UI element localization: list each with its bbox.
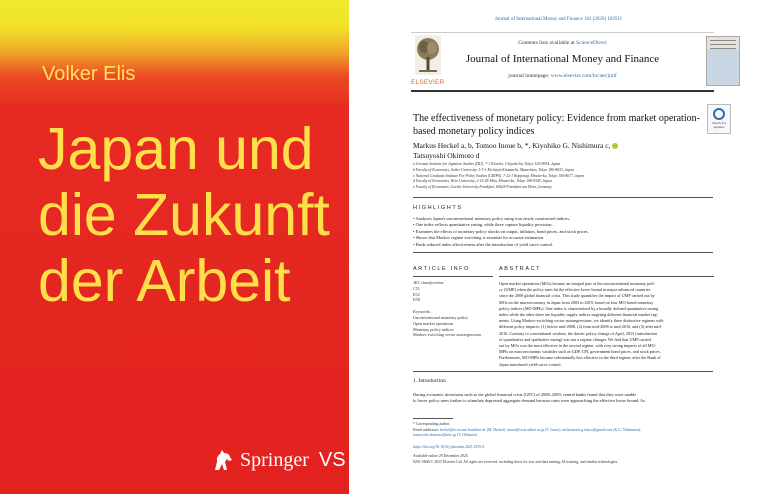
abstract-line: ments. Using Markov-switching vector autoregressions, we identify three distinctive regimes with [499, 318, 664, 324]
abstract-line: MPIs on macroeconomic variables such as GDP, CPI, government bond prices, and stock prices. [499, 349, 661, 355]
elsevier-tree-icon [415, 35, 441, 75]
email-addresses: Email addresses: heckel@econ.uni-frankfurt.de (M. Heckel), inoue@econ.seikei.ac.jp (T. Inoue), nishimura.k.g.tokyo@gmail.com (K.G. Nishimura), [413, 427, 642, 432]
abstract-line: index while the other three are liquidity supply indices targeting different financial market seg- [499, 312, 659, 318]
highlights-heading: HIGHLIGHTS [413, 205, 463, 211]
elsevier-logo [413, 35, 443, 87]
keyword-item: Open market operations [413, 320, 454, 326]
divider [413, 197, 713, 198]
elsevier-wordmark: ELSEVIER [411, 79, 445, 86]
intro-text [413, 392, 713, 405]
highlight-item: • Finds reduced index effectiveness after the introduction of yield curve control. [413, 241, 554, 247]
divider [499, 276, 714, 277]
keyword-item: Markov-switching vector autoregression [413, 332, 481, 338]
abstract-text [499, 281, 714, 368]
sciencedirect-link[interactable]: ScienceDirect [575, 40, 607, 46]
article-info-heading: ARTICLE INFO [413, 266, 470, 272]
jel-label: JEL classification: [413, 280, 445, 285]
springer-horse-icon [212, 448, 234, 472]
updates-icon [713, 108, 725, 120]
affiliation-item: d Faculty of Economics, Keio University, 2-15-45 Mita, Minato-ku, Tokyo 108-8345, Japan [413, 179, 552, 184]
abstract-line: out by MOs was the most effective in the second regime, with very strong impacts of all MO- [499, 343, 656, 349]
intro-heading: 1. Introduction [413, 378, 446, 384]
abstract-line: 2016. Contrary to conventional wisdom, the drastic policy change of April, 2013 (introduction [499, 330, 658, 336]
highlight-item: • One index reflects quantitative easing, while three capture liquidity provision. [413, 222, 553, 228]
article-page [349, 0, 768, 494]
available-online: Available online 29 December 2025 [413, 454, 468, 459]
jel-code: C51 [413, 285, 420, 291]
highlight-item: • Shows that Markov regime switching is essential for accurate estimation. [413, 235, 545, 241]
keyword-item: Unconventional monetary policy [413, 314, 469, 320]
jel-code: E52 [413, 291, 420, 297]
divider [413, 252, 713, 253]
divider [413, 371, 713, 372]
journal-reference: Journal of International Money and Finance 162 (2026) 103511 [494, 17, 623, 22]
authors-line-2: Tatsuyoshi Okimoto d [413, 151, 480, 160]
homepage-line [411, 73, 714, 79]
contents-prefix: Contents lists available at [518, 40, 575, 46]
author-list [413, 141, 703, 161]
book-cover [0, 0, 349, 494]
intro-line: to lower policy rates further to stimulate depressed aggregate demand because rates were approaching the effective lower bound. As [413, 398, 645, 404]
divider [413, 276, 493, 277]
footnote-divider [413, 418, 453, 419]
abstract-line: MOs on the macroeconomy in Japan from 2003 to 2019, based on four MO-based monetary [499, 299, 654, 305]
check-for-updates-badge[interactable] [707, 104, 731, 134]
highlight-item: • Analyzes Japan's unconventional monetary policy using four newly constructed indices. [413, 216, 571, 221]
updates-label: Check for updates [712, 121, 726, 129]
abstract-line: Furthermore, MO-MPIs became substantially less effective in the third regime, after the Bank of [499, 355, 661, 361]
footnotes [413, 422, 713, 466]
keywords-label: Keywords: [413, 309, 431, 315]
highlights-list [413, 216, 713, 248]
abstract-heading: ABSTRACT [499, 266, 542, 272]
affiliation-item: e Faculty of Economics, Goethe University Frankfurt, 60629 Frankfurt am Main, Germany [413, 185, 552, 190]
journal-name: Journal of International Money and Finance [465, 53, 660, 65]
publisher-logo [212, 448, 346, 472]
abstract-line: of quantitative and qualitative easing) was not a regime changer. We find that UMP carried [499, 336, 652, 342]
affiliation-item: b Faculty of Economics, Seikei University, 3-3-1 Kichijoji-Kitamachi, Musashino, Tokyo 180-8633, Japan [413, 167, 574, 172]
orcid-icon[interactable] [612, 143, 618, 149]
journal-masthead [411, 32, 714, 92]
book-author: Volker Elis [42, 63, 136, 85]
homepage-prefix: journal homepage: [508, 73, 550, 79]
publisher-name: Springer [240, 448, 309, 471]
article-title: The effectiveness of monetary policy: Evidence from market operation-based monetary policy indices [413, 113, 700, 137]
corresponding-author-note: * Corresponding author. [413, 422, 450, 426]
homepage-link[interactable]: www.elsevier.com/locate/jimf [550, 73, 617, 79]
intro-line: During economic downturns such as the global financial crisis (GFC) of 2008–2009, central banks found that they were unable [413, 392, 637, 397]
email-addresses-cont[interactable]: tatsuyoshi.okimoto@keio.jp (T. Okimoto). [413, 433, 478, 438]
publisher-series: VS [318, 448, 346, 471]
abstract-line: cy (UMP) when the policy rates hit the effective lower bound in major advanced countries [499, 287, 651, 293]
abstract-line: different policy impacts: (1) before mid-2008, (2) from mid-2008 to mid-2016, and (3) after mid- [499, 324, 662, 330]
authors-line-1: Markus Heckel a, b, Tomoo Inoue b, *, Kiyohiko G. Nishimura c, [413, 141, 703, 151]
abstract-line: since the 2008 global financial crisis. This study quantifies the impact of UMP carried out by [499, 293, 655, 299]
copyright-line: 0261-5606/© 2025 Elsevier Ltd. All rights are reserved, including those for text and data mining, AI training, and similar technologies. [413, 459, 619, 464]
abstract-line: Japan introduced yield-curve control. [499, 361, 562, 367]
abstract-line: policy indices (MO-MPIs). One index is characterized by a broadly defined quantitative easing [499, 305, 659, 311]
abstract-line: Open market operations (MOs) became an integral part of the unconventional monetary poli- [499, 281, 656, 286]
jel-code: E58 [413, 297, 420, 303]
doi-link[interactable]: https://doi.org/10.1016/j.jimonfin.2025.103511 [413, 444, 485, 449]
affiliation-item: c National Graduate Institute For Policy Studies (GRIPS), 7-22-1 Roppongi, Minato-ku, Tokyo 106-8677, Japan [413, 173, 585, 178]
affiliations [413, 162, 713, 191]
keyword-item: Monetary policy indices [413, 326, 454, 332]
highlight-item: • Examines the effects of monetary policy shocks on output, inflation, bond prices, and stock prices. [413, 228, 589, 234]
journal-cover-thumbnail [706, 36, 740, 86]
contents-line [411, 40, 714, 46]
article-info-column [413, 280, 493, 338]
book-title: Japan und die Zukunft der Arbeit [38, 116, 330, 314]
affiliation-item: a German Institute for Japanese Studies (DIJ), 7-1 Kioicho, Chiyoda-ku, Tokyo 102-0094, Japan [413, 162, 561, 166]
